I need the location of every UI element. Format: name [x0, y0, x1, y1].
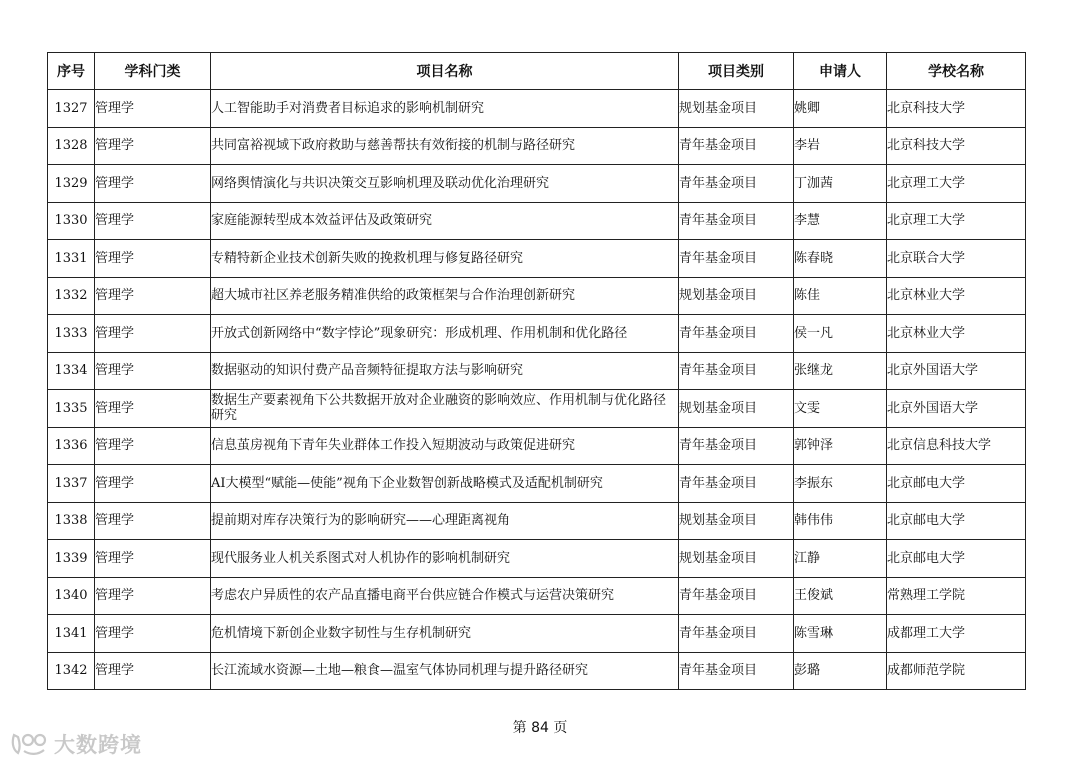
- header-school: 学校名称: [887, 53, 1026, 90]
- cell-seq: 1329: [48, 165, 95, 203]
- table-row: [48, 202, 1026, 240]
- watermark: [10, 729, 142, 759]
- cell-project-type: 青年基金项目: [679, 352, 794, 390]
- cell-seq: 1338: [48, 502, 95, 540]
- cell-school: 北京邮电大学: [887, 502, 1026, 540]
- cell-discipline: 管理学: [95, 502, 211, 540]
- table-row: [48, 277, 1026, 315]
- cell-applicant: 文雯: [794, 390, 887, 428]
- cell-discipline: 管理学: [95, 277, 211, 315]
- cell-project-type: 青年基金项目: [679, 127, 794, 165]
- cell-applicant: 陈佳: [794, 277, 887, 315]
- table-row: [48, 127, 1026, 165]
- cell-project-name: 危机情境下新创企业数字韧性与生存机制研究: [211, 615, 679, 653]
- cell-applicant: 丁泇茜: [794, 165, 887, 203]
- cell-discipline: 管理学: [95, 352, 211, 390]
- cell-project-name: 专精特新企业技术创新失败的挽救机理与修复路径研究: [211, 240, 679, 278]
- table-row: [48, 465, 1026, 503]
- cell-applicant: 李慧: [794, 202, 887, 240]
- cell-applicant: 张继龙: [794, 352, 887, 390]
- cell-project-type: 青年基金项目: [679, 240, 794, 278]
- cell-school: 北京科技大学: [887, 127, 1026, 165]
- cell-discipline: 管理学: [95, 427, 211, 465]
- cell-seq: 1334: [48, 352, 95, 390]
- cell-school: 北京林业大学: [887, 277, 1026, 315]
- cell-seq: 1327: [48, 90, 95, 128]
- cell-seq: 1336: [48, 427, 95, 465]
- cell-applicant: 姚卿: [794, 90, 887, 128]
- page-number: 第 84 页: [512, 720, 568, 736]
- cell-project-name: 网络舆情演化与共识决策交互影响机理及联动优化治理研究: [211, 165, 679, 203]
- header-applicant: 申请人: [794, 53, 887, 90]
- table-row: [48, 315, 1026, 353]
- header-discipline: 学科门类: [95, 53, 211, 90]
- cell-project-type: 青年基金项目: [679, 465, 794, 503]
- cell-seq: 1330: [48, 202, 95, 240]
- cell-school: 北京理工大学: [887, 202, 1026, 240]
- cell-school: 北京外国语大学: [887, 390, 1026, 428]
- cell-seq: 1328: [48, 127, 95, 165]
- cell-applicant: 郭钟泽: [794, 427, 887, 465]
- cell-project-name: 人工智能助手对消费者目标追求的影响机制研究: [211, 90, 679, 128]
- cell-applicant: 陈雪琳: [794, 615, 887, 653]
- cell-school: 北京邮电大学: [887, 540, 1026, 578]
- cell-project-type: 青年基金项目: [679, 577, 794, 615]
- table-row: [48, 390, 1026, 428]
- header-project-name: 项目名称: [211, 53, 679, 90]
- cell-project-name: 考虑农户异质性的农产品直播电商平台供应链合作模式与运营决策研究: [211, 577, 679, 615]
- brand-logo-icon: [10, 731, 50, 757]
- cell-project-type: 规划基金项目: [679, 90, 794, 128]
- cell-seq: 1341: [48, 615, 95, 653]
- table-row: [48, 502, 1026, 540]
- header-project-type: 项目类别: [679, 53, 794, 90]
- cell-discipline: 管理学: [95, 577, 211, 615]
- cell-applicant: 侯一凡: [794, 315, 887, 353]
- cell-project-type: 规划基金项目: [679, 502, 794, 540]
- table-row: [48, 577, 1026, 615]
- cell-discipline: 管理学: [95, 465, 211, 503]
- cell-project-name: 家庭能源转型成本效益评估及政策研究: [211, 202, 679, 240]
- cell-school: 北京理工大学: [887, 165, 1026, 203]
- cell-project-type: 青年基金项目: [679, 315, 794, 353]
- cell-discipline: 管理学: [95, 240, 211, 278]
- cell-discipline: 管理学: [95, 202, 211, 240]
- cell-seq: 1340: [48, 577, 95, 615]
- cell-school: 北京联合大学: [887, 240, 1026, 278]
- cell-applicant: 李岩: [794, 127, 887, 165]
- cell-project-name: 共同富裕视域下政府救助与慈善帮扶有效衔接的机制与路径研究: [211, 127, 679, 165]
- cell-discipline: 管理学: [95, 165, 211, 203]
- table-row: [48, 240, 1026, 278]
- table-row: [48, 90, 1026, 128]
- cell-project-name: AI大模型“赋能—使能”视角下企业数智创新战略模式及适配机制研究: [211, 465, 679, 503]
- table-row: [48, 615, 1026, 653]
- cell-school: 成都理工大学: [887, 615, 1026, 653]
- cell-applicant: 江静: [794, 540, 887, 578]
- cell-applicant: 韩伟伟: [794, 502, 887, 540]
- cell-school: 常熟理工学院: [887, 577, 1026, 615]
- cell-project-type: 规划基金项目: [679, 390, 794, 428]
- cell-applicant: 陈春晓: [794, 240, 887, 278]
- cell-seq: 1339: [48, 540, 95, 578]
- cell-project-type: 青年基金项目: [679, 202, 794, 240]
- table-row: [48, 352, 1026, 390]
- cell-seq: 1332: [48, 277, 95, 315]
- cell-project-name: 长江流域水资源—土地—粮食—温室气体协同机理与提升路径研究: [211, 652, 679, 690]
- cell-seq: 1337: [48, 465, 95, 503]
- cell-project-name: 提前期对库存决策行为的影响研究——心理距离视角: [211, 502, 679, 540]
- cell-discipline: 管理学: [95, 127, 211, 165]
- watermark-text: 大数跨境: [54, 733, 142, 757]
- cell-discipline: 管理学: [95, 615, 211, 653]
- cell-project-type: 青年基金项目: [679, 427, 794, 465]
- cell-project-name: 数据驱动的知识付费产品音频特征提取方法与影响研究: [211, 352, 679, 390]
- cell-discipline: 管理学: [95, 390, 211, 428]
- cell-applicant: 李振东: [794, 465, 887, 503]
- project-table: [47, 52, 1026, 690]
- cell-discipline: 管理学: [95, 90, 211, 128]
- cell-applicant: 王俊斌: [794, 577, 887, 615]
- header-seq: 序号: [48, 53, 95, 90]
- cell-seq: 1342: [48, 652, 95, 690]
- cell-school: 北京外国语大学: [887, 352, 1026, 390]
- cell-applicant: 彭璐: [794, 652, 887, 690]
- cell-project-name: 超大城市社区养老服务精准供给的政策框架与合作治理创新研究: [211, 277, 679, 315]
- cell-project-name: 数据生产要素视角下公共数据开放对企业融资的影响效应、作用机制与优化路径研究: [211, 390, 679, 428]
- table-row: [48, 165, 1026, 203]
- cell-school: 北京科技大学: [887, 90, 1026, 128]
- table-row: [48, 652, 1026, 690]
- cell-project-type: 规划基金项目: [679, 277, 794, 315]
- cell-seq: 1335: [48, 390, 95, 428]
- cell-project-name: 信息茧房视角下青年失业群体工作投入短期波动与政策促进研究: [211, 427, 679, 465]
- table-row: [48, 540, 1026, 578]
- cell-school: 成都师范学院: [887, 652, 1026, 690]
- cell-seq: 1331: [48, 240, 95, 278]
- cell-project-type: 青年基金项目: [679, 615, 794, 653]
- cell-discipline: 管理学: [95, 315, 211, 353]
- cell-school: 北京信息科技大学: [887, 427, 1026, 465]
- cell-project-type: 规划基金项目: [679, 540, 794, 578]
- table-header-row: [48, 53, 1026, 90]
- cell-seq: 1333: [48, 315, 95, 353]
- cell-project-type: 青年基金项目: [679, 652, 794, 690]
- cell-school: 北京林业大学: [887, 315, 1026, 353]
- cell-discipline: 管理学: [95, 652, 211, 690]
- cell-discipline: 管理学: [95, 540, 211, 578]
- table-row: [48, 427, 1026, 465]
- cell-project-type: 青年基金项目: [679, 165, 794, 203]
- cell-project-name: 开放式创新网络中“数字悖论”现象研究：形成机理、作用机制和优化路径: [211, 315, 679, 353]
- cell-school: 北京邮电大学: [887, 465, 1026, 503]
- cell-project-name: 现代服务业人机关系图式对人机协作的影响机制研究: [211, 540, 679, 578]
